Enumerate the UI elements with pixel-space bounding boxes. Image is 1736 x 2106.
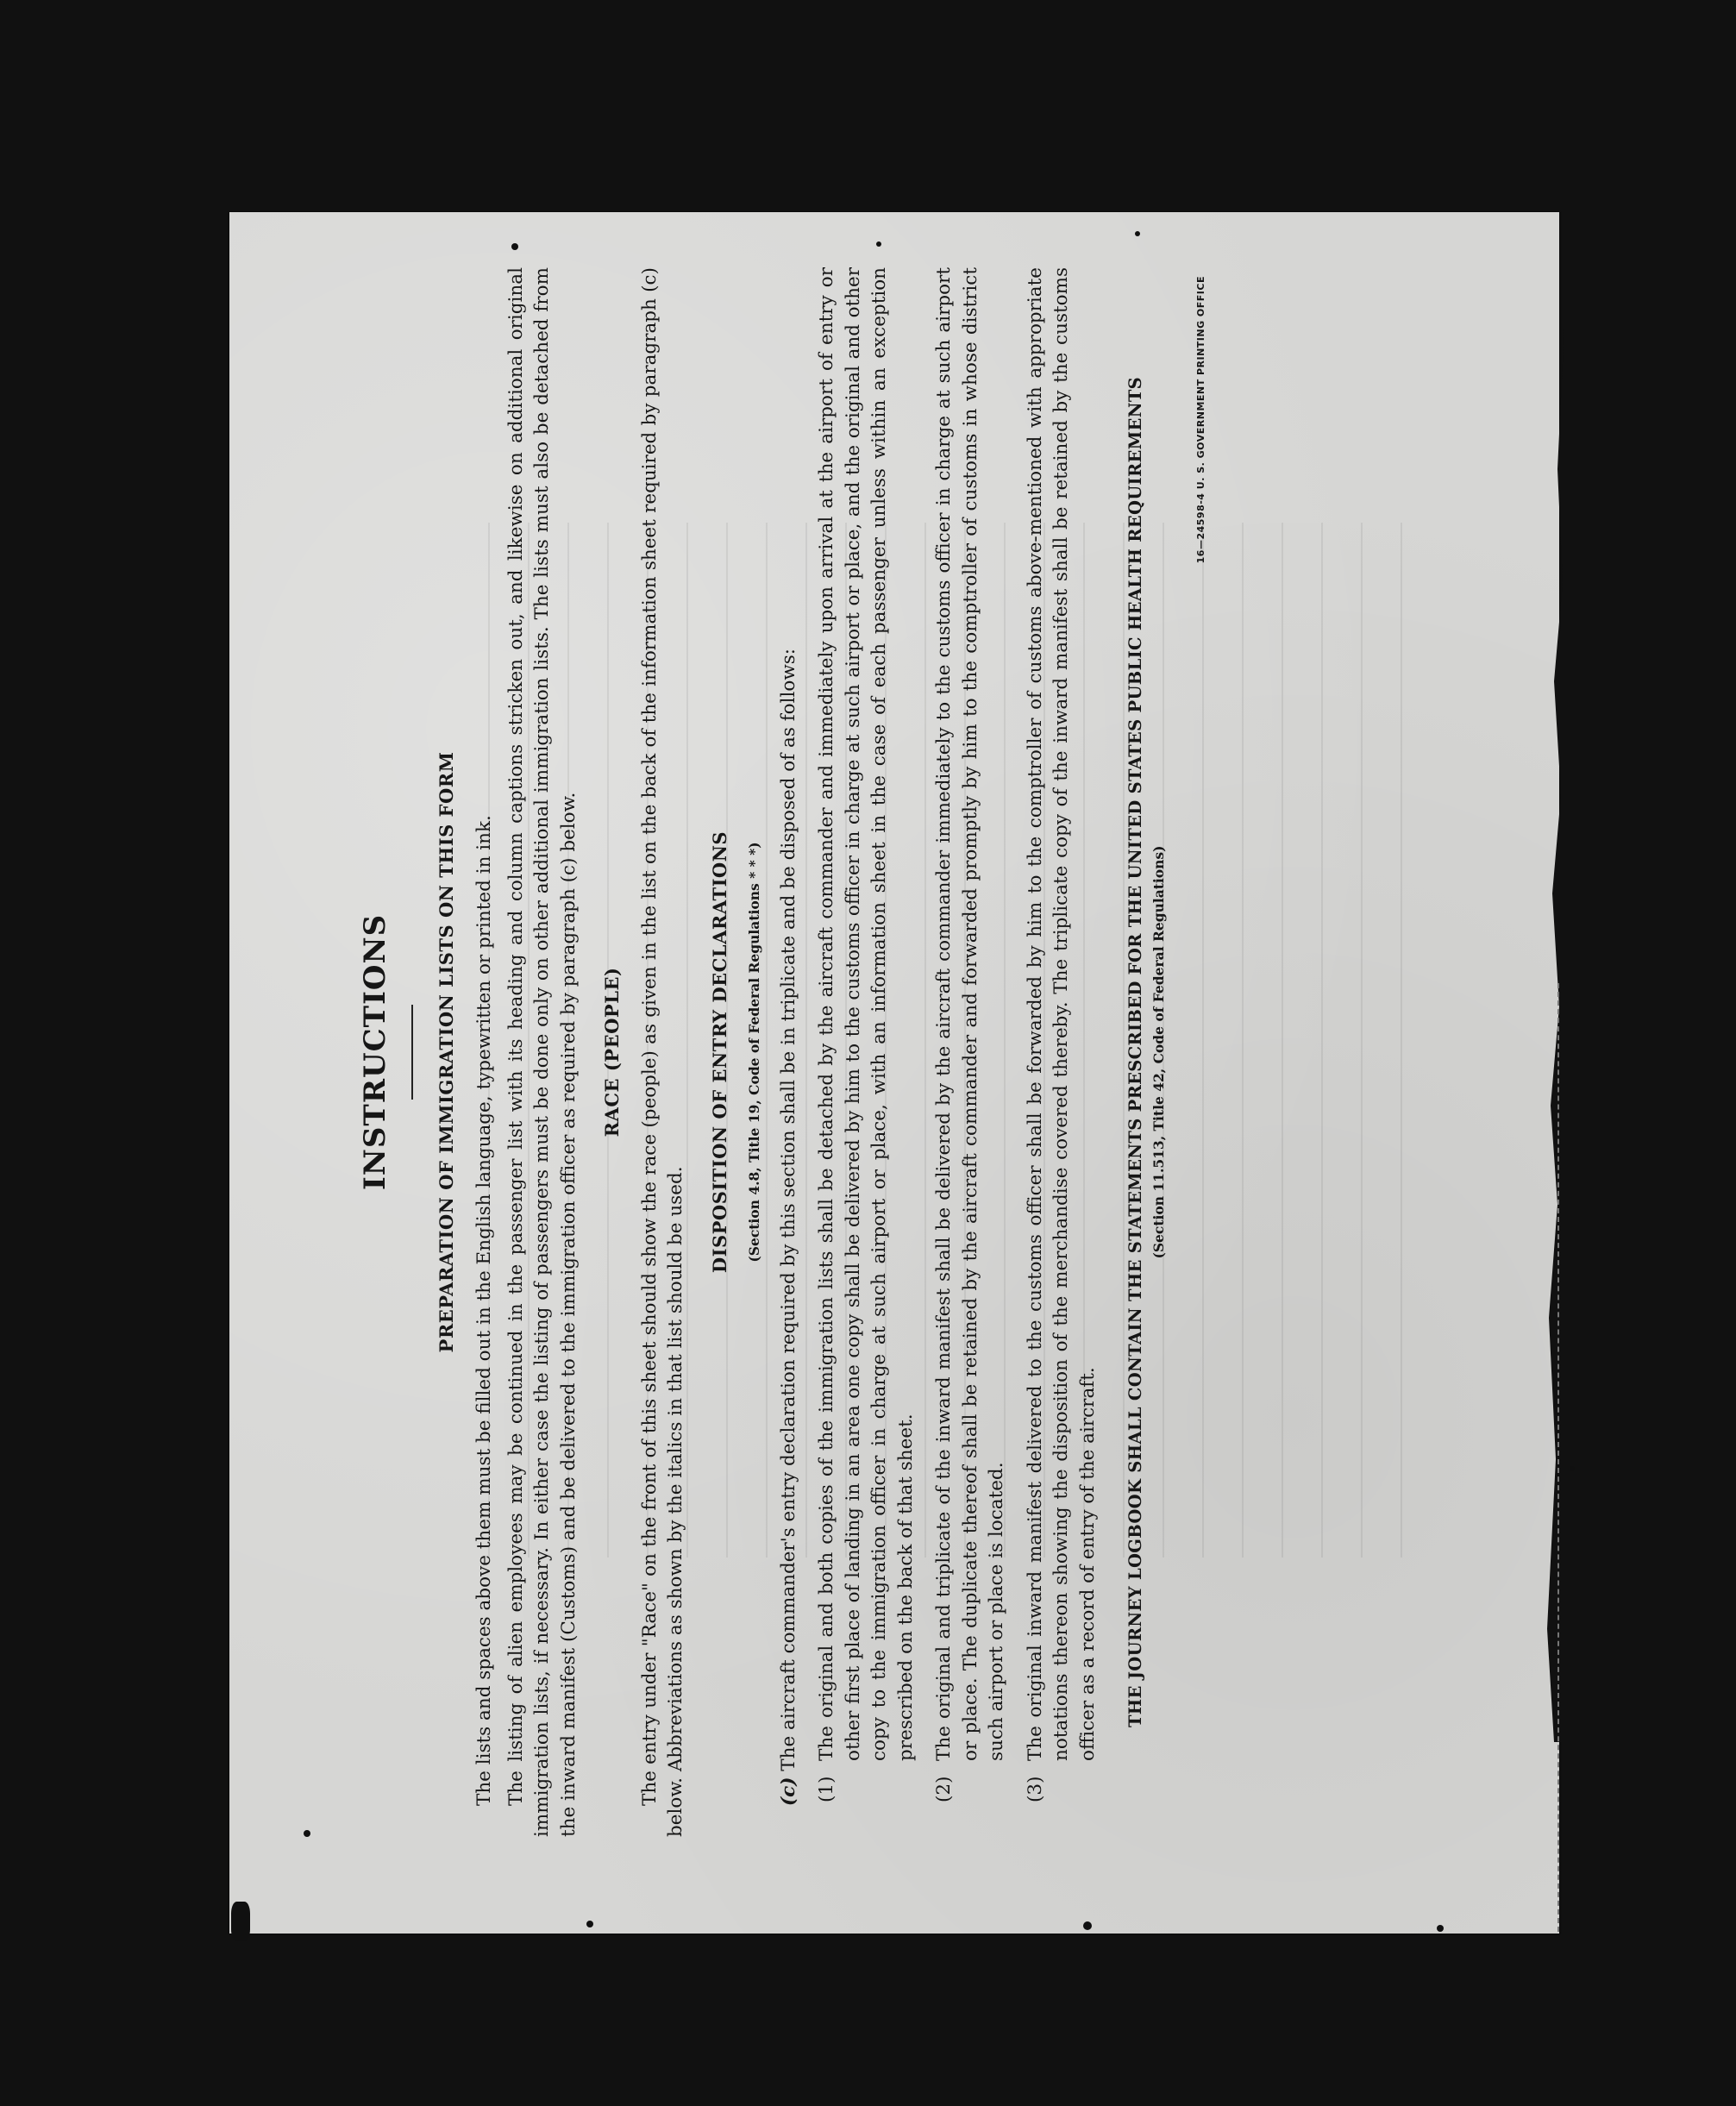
paragraph-c	[776, 267, 803, 1837]
perforation-line	[1557, 983, 1559, 1932]
list-item-text: The original and both copies of the immigration lists shall be detached by the aircraft commander and immediately upon arrival at the airport of entry or other first place of landing in an area one copy shall be delivered by him to the customs officer in charge at such airport or place, and the original and other copy to the immigration officer in charge at such airport or place, with an information sheet in the case of each passenger unless within an exception prescribed on the back of that sheet.	[816, 267, 917, 1761]
list-item	[931, 267, 1011, 1802]
printing-office-code: 16—24598-4 U. S. GOVERNMENT PRINTING OFFICE	[1195, 276, 1207, 564]
paper-speck	[231, 1902, 250, 1941]
paper-speck	[1437, 1925, 1444, 1932]
paragraph: The lists and spaces above them must be filled out in the English language, typewritten or printed in ink.	[473, 815, 496, 1806]
footer-citation: (Section 11.513, Title 42, Code of Federal Regulations)	[1150, 845, 1168, 1259]
paper-speck	[586, 1921, 593, 1927]
page-title: INSTRUCTIONS	[358, 913, 392, 1191]
section-heading-preparation: PREPARATION OF IMMIGRATION LISTS ON THIS FORM	[436, 751, 458, 1353]
list-item-text: The original inward manifest delivered to the customs officer shall be forwarded by him to the comptroller of customs above-mentioned with appropriate notations thereon showing the disposition of the merchandise covered thereby. The triplicate copy of the inward manifest shall be retained by the customs officer as a record of entry of the aircraft.	[1024, 267, 1099, 1761]
paper-speck	[1083, 1921, 1092, 1930]
list-item-number: (3)	[1024, 1776, 1046, 1802]
paragraph-c-label: (c)	[777, 1777, 799, 1806]
list-item-number: (1)	[816, 1776, 838, 1802]
paper-speck	[304, 1830, 310, 1837]
paragraph: The listing of alien employees may be continued in the passenger list with its heading and column captions stricken out, and likewise on additional original immigration lists, if necessary. In either case the listing of passengers must be done only on other additional immigration lists. The lists must also be detached from the inward manifest (Customs) and be delivered to the immigration officer as required by paragraph (c) below.	[505, 267, 580, 1837]
list-item	[1023, 267, 1102, 1802]
paragraph-c-text: The aircraft commander's entry declaration required by this section shall be in triplicate and be disposed of as follows:	[777, 648, 799, 1771]
paper-speck	[1570, 1466, 1575, 1471]
paragraph: The entry under "Race" on the front of this sheet should show the race (people) as given in the list on the back of the information sheet required by paragraph (c) below. Abbreviations as shown by the italics in that list should be used.	[638, 267, 687, 1837]
list-item	[814, 267, 919, 1802]
list-item-text: The original and triplicate of the inward manifest shall be delivered by the aircraft commander immediately to the customs officer in charge at such airport or place. The duplicate thereof shall be retained by the aircraft commander and forwarded promptly by him to the comptroller of customs in whose district such airport or place is located.	[933, 267, 1008, 1761]
section-citation: (Section 4.8, Title 19, Code of Federal Regulations * * *)	[745, 842, 762, 1263]
list-item-number: (2)	[933, 1776, 956, 1802]
footer-statement: THE JOURNEY LOGBOOK SHALL CONTAIN THE STATEMENTS PRESCRIBED FOR THE UNITED STATES PUBLIC HEALTH REQUIREMENTS	[1125, 376, 1146, 1728]
section-heading-disposition: DISPOSITION OF ENTRY DECLARATIONS	[708, 830, 730, 1274]
title-underline	[411, 1005, 413, 1100]
section-heading-race: RACE (PEOPLE)	[601, 967, 624, 1138]
rotated-document	[320, 207, 1467, 1897]
